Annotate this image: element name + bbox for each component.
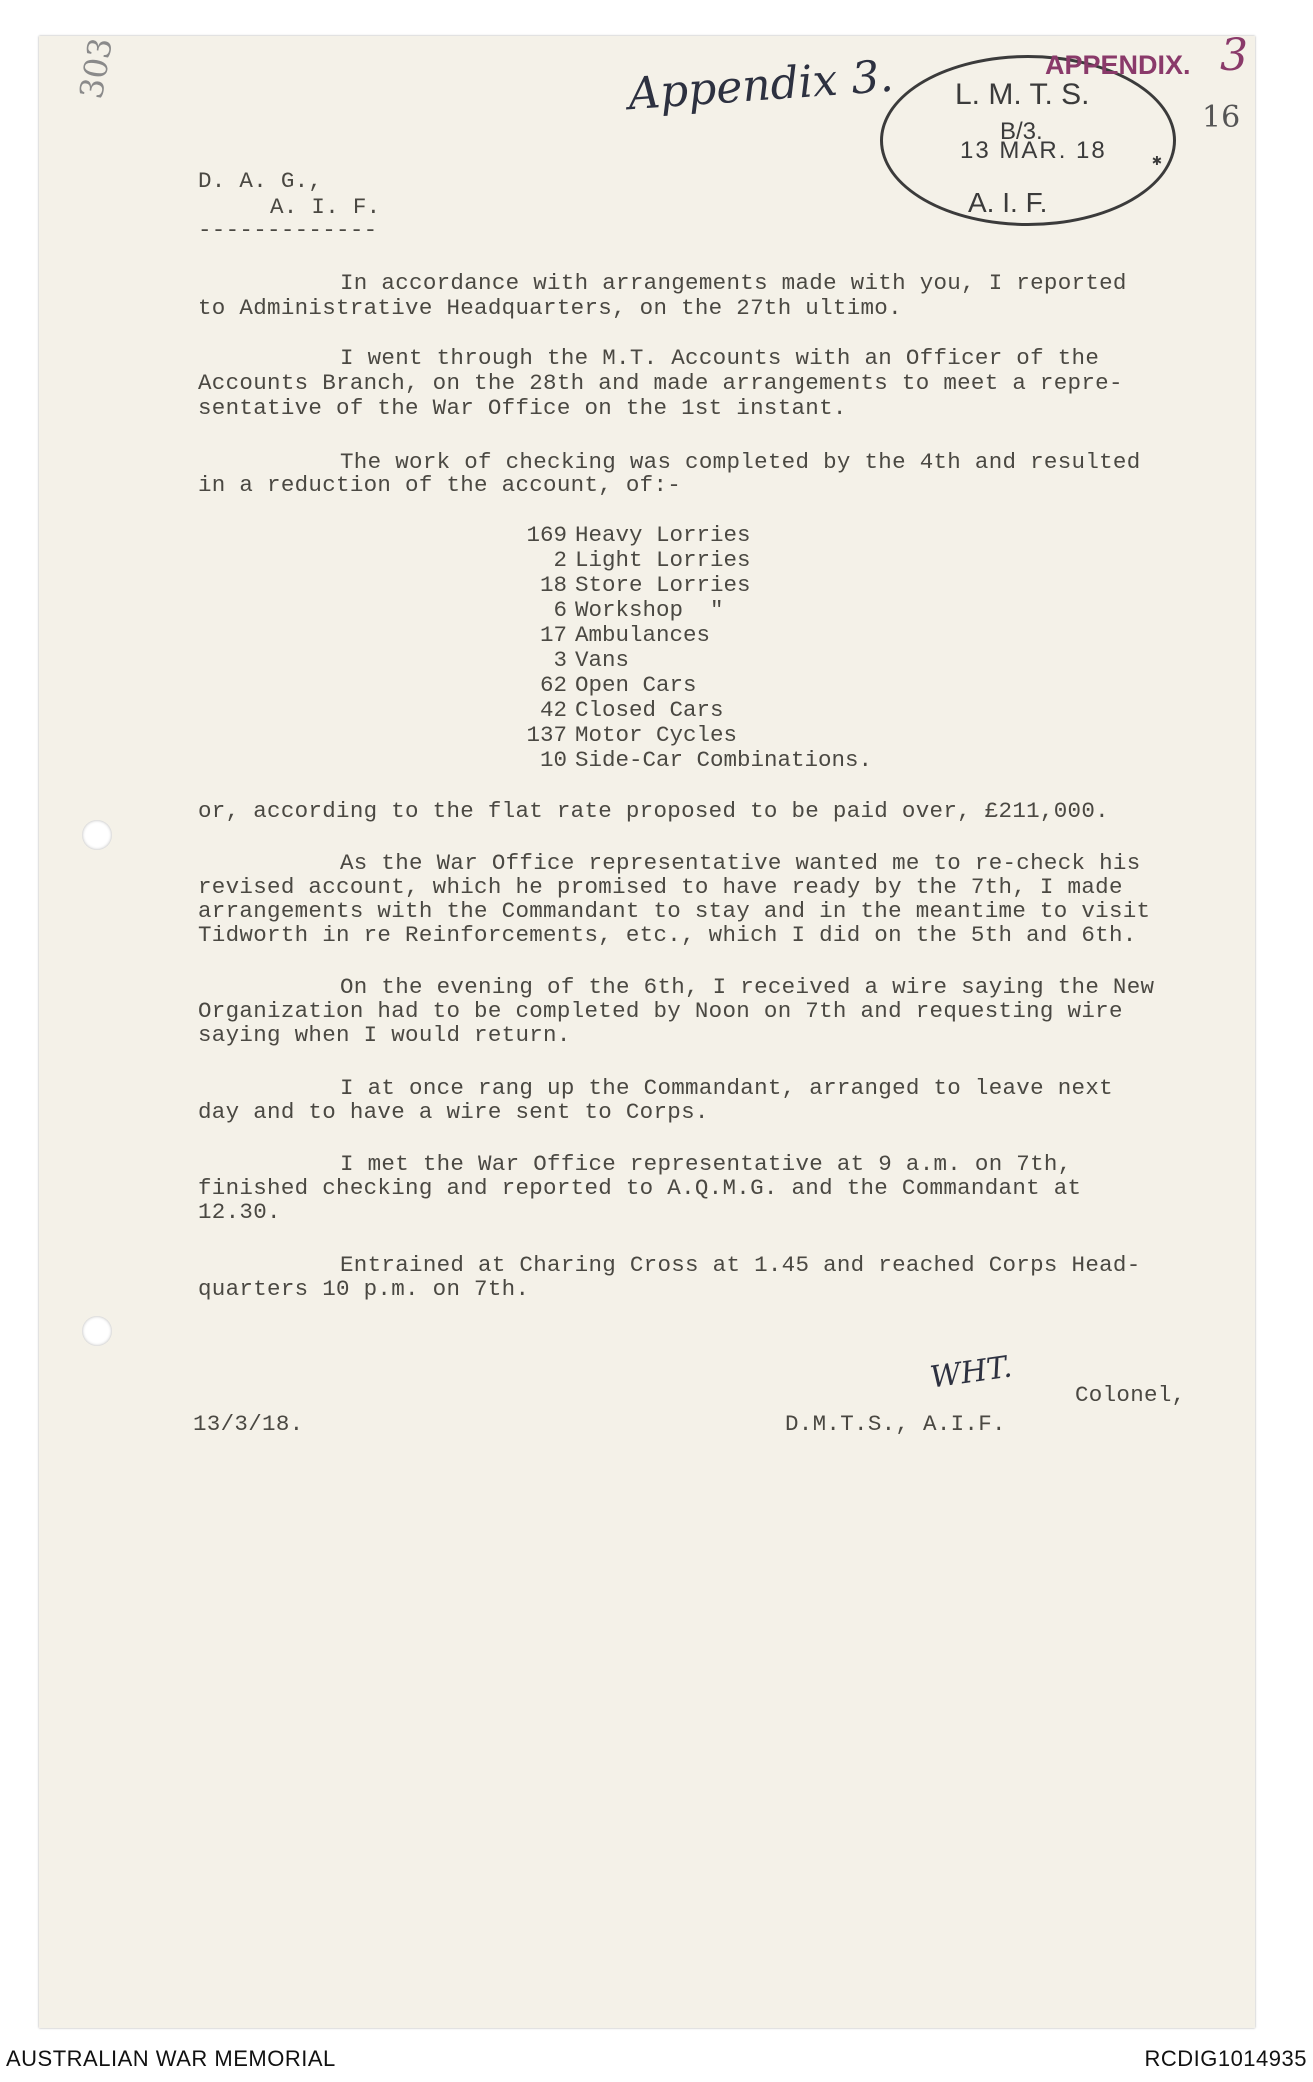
rank: Colonel, — [1075, 1382, 1186, 1408]
footer-id: RCDIG1014935 — [1144, 2046, 1307, 2071]
punch-hole — [82, 820, 112, 850]
punch-hole — [82, 1316, 112, 1346]
handwritten-appendix-note: Appendix 3. — [626, 50, 895, 121]
list-item: 2 Light Lorries — [553, 547, 751, 573]
para4-line3: arrangements with the Commandant to stay and in the meantime to visit — [198, 898, 1151, 924]
para7-line3: 12.30. — [198, 1199, 281, 1225]
letter-date: 13/3/18. — [193, 1411, 304, 1437]
para4-line4: Tidworth in re Reinforcements, etc., which I did on the 5th and 6th. — [198, 922, 1137, 948]
para6-line1: I at once rang up the Commandant, arranged to leave next — [340, 1075, 1113, 1101]
stamp-date: 13 MAR. 18 — [960, 137, 1107, 164]
stamp-line2: B/3. — [1000, 118, 1043, 145]
appendix-stamp-number: 3 — [1220, 30, 1248, 81]
para2-line1: I went through the M.T. Accounts with an Officer of the — [340, 345, 1100, 371]
list-item: 3 Vans — [553, 647, 630, 673]
page-number: 16 — [1202, 100, 1241, 135]
list-item: 137 Motor Cycles — [526, 722, 738, 748]
list-item: 18 Store Lorries — [539, 572, 751, 598]
para8-line1: Entrained at Charing Cross at 1.45 and reached Corps Head- — [340, 1252, 1141, 1278]
addressee-rule: ------------- — [198, 217, 378, 243]
para4-line1: As the War Office representative wanted me to re-check his — [340, 850, 1141, 876]
stamp-line1: L. M. T. S. — [955, 78, 1090, 111]
stamp-line3: A. I. F. — [968, 187, 1048, 218]
list-item: 42 Closed Cars — [539, 697, 724, 723]
folio-number: 303 — [72, 34, 121, 102]
appendix-stamp: APPENDIX. — [1045, 50, 1191, 80]
list-item: 62 Open Cars — [539, 672, 697, 698]
list-item: 169 Heavy Lorries — [526, 522, 751, 548]
para5-line2: Organization had to be completed by Noon on 7th and requesting wire — [198, 998, 1123, 1024]
para3-line1: The work of checking was completed by the 4th and resulted — [340, 449, 1141, 475]
list-item: 10 Side-Car Combinations. — [539, 747, 873, 773]
para6-line2: day and to have a wire sent to Corps. — [198, 1099, 709, 1125]
footer-source: AUSTRALIAN WAR MEMORIAL — [6, 2046, 336, 2071]
para4-line2: revised account, which he promised to have ready by the 7th, I made — [198, 874, 1123, 900]
addressee-line1: D. A. G., — [198, 168, 323, 194]
para5-line3: saying when I would return. — [198, 1022, 571, 1048]
para2-line3: sentative of the War Office on the 1st instant. — [198, 395, 847, 421]
star-icon: ✱ — [1152, 152, 1162, 170]
para5-line1: On the evening of the 6th, I received a wire saying the New — [340, 974, 1155, 1000]
para7-line1: I met the War Office representative at 9 a.m. on 7th, — [340, 1151, 1072, 1177]
list-item: 6 Workshop " — [553, 597, 724, 623]
para2-line2: Accounts Branch, on the 28th and made arrangements to meet a repre- — [198, 370, 1123, 396]
flat-rate-line: or, according to the flat rate proposed to be paid over, £211,000. — [198, 798, 1109, 824]
para8-line2: quarters 10 p.m. on 7th. — [198, 1276, 530, 1302]
para7-line2: finished checking and reported to A.Q.M.G. and the Commandant at — [198, 1175, 1082, 1201]
para3-line2: in a reduction of the account, of:- — [198, 472, 682, 498]
signature-title: D.M.T.S., A.I.F. — [785, 1411, 1006, 1437]
para1-line1: In accordance with arrangements made with you, I reported — [340, 270, 1127, 296]
list-item: 17 Ambulances — [539, 622, 711, 648]
signature-initials: WHT. — [927, 1349, 1015, 1396]
para1-line2: to Administrative Headquarters, on the 27th ultimo. — [198, 295, 902, 321]
addressee-line2: A. I. F. — [270, 194, 381, 220]
